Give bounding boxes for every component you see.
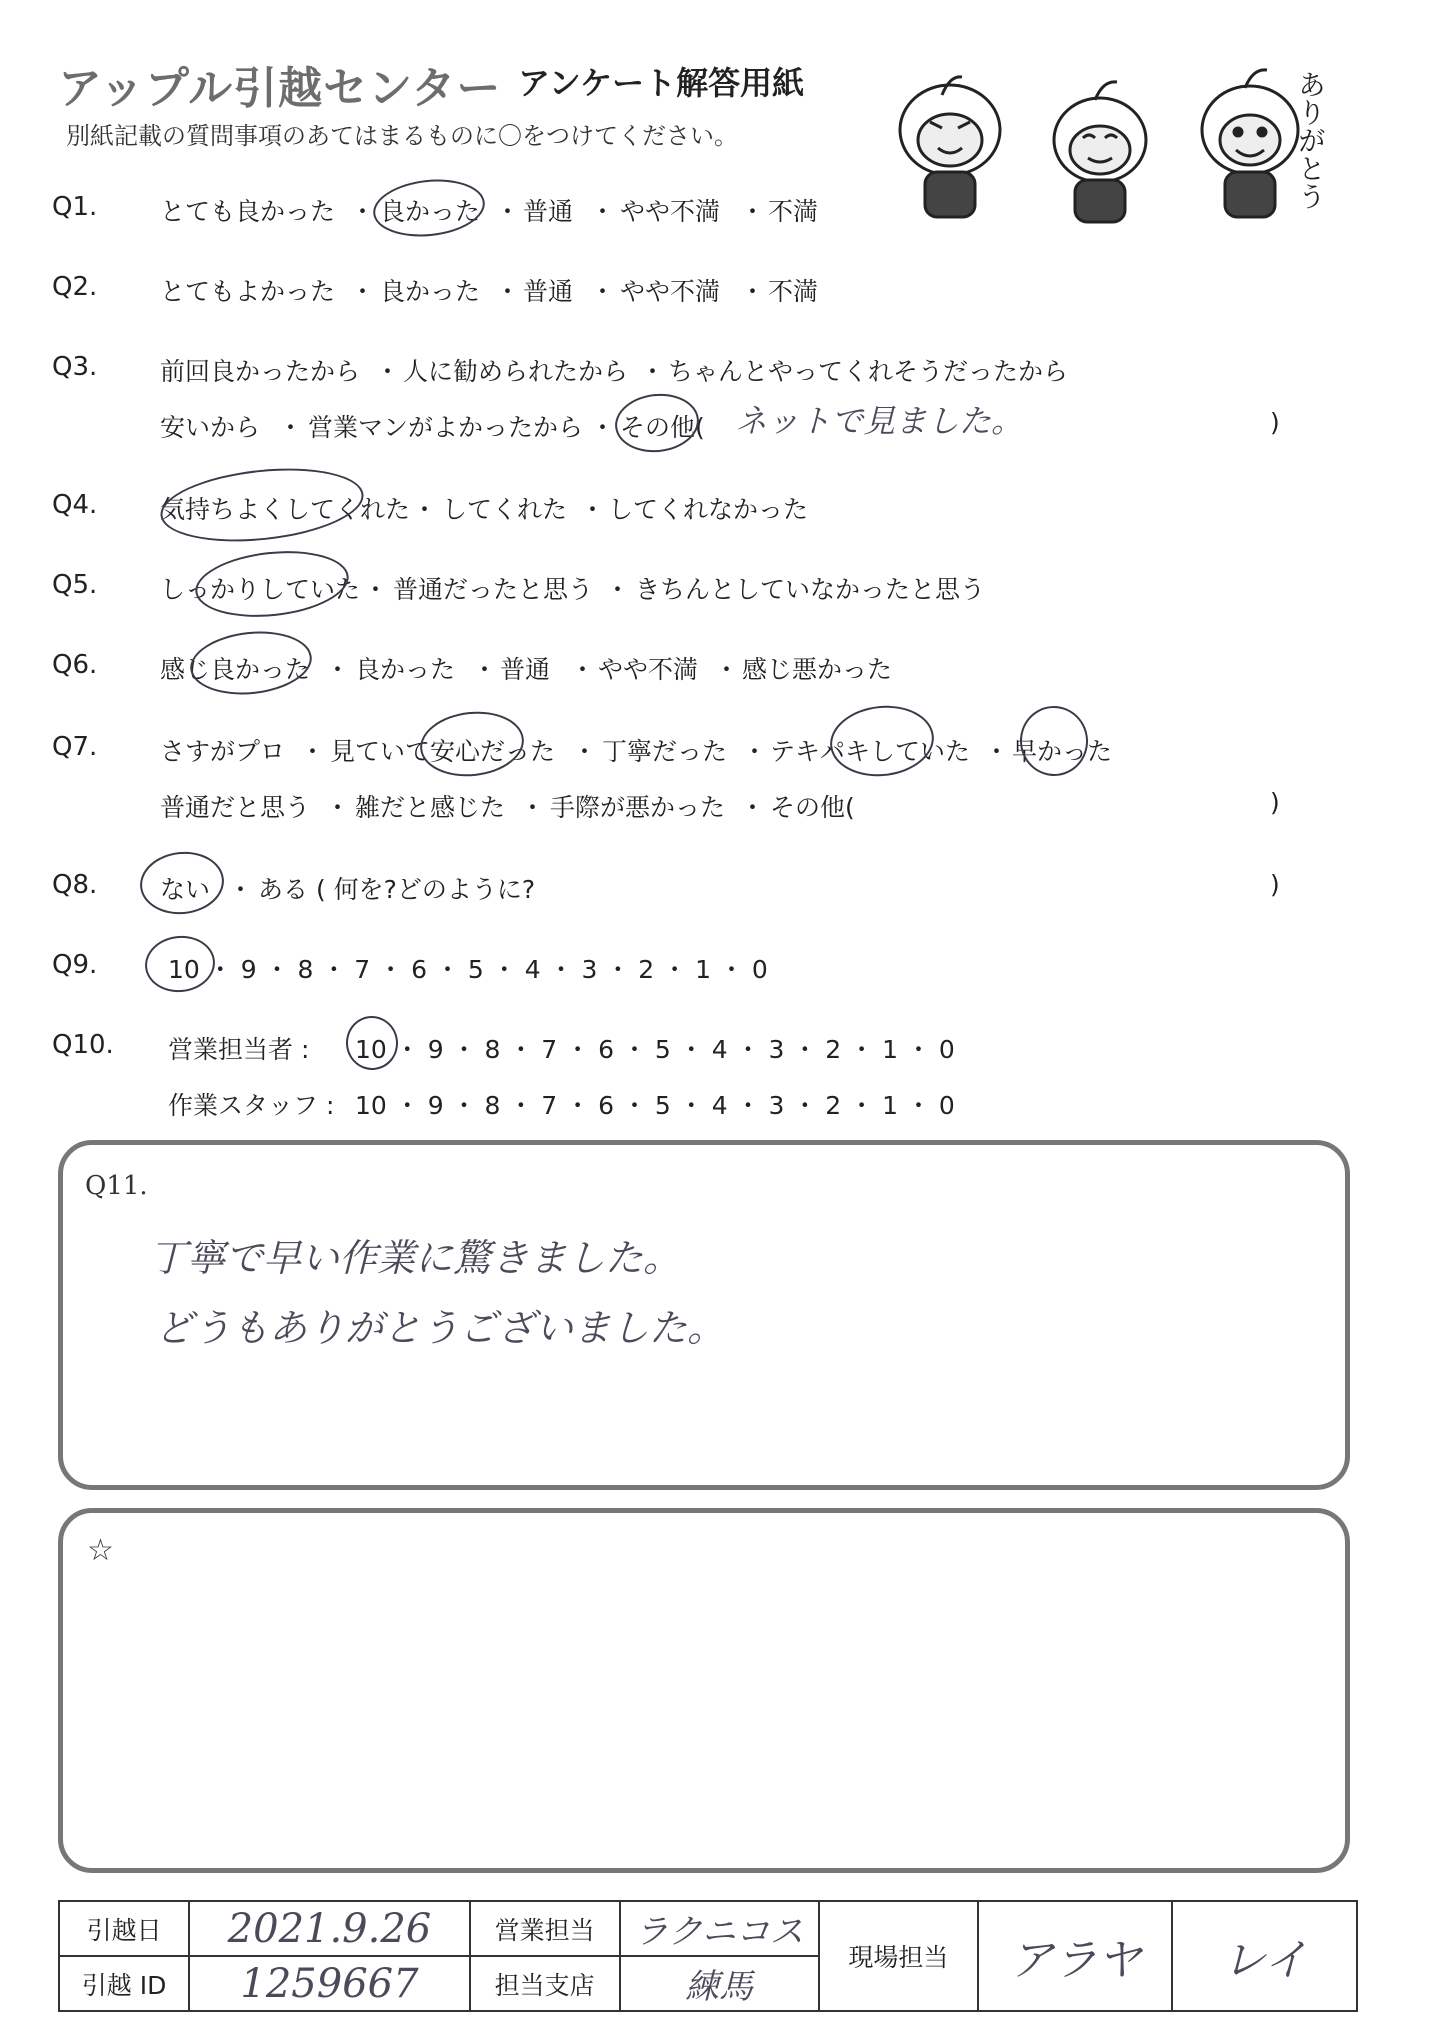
q8-number: Q8.: [52, 870, 98, 900]
q9-number: Q9.: [52, 950, 98, 980]
q7-option-selected[interactable]: テキパキしていた: [770, 737, 971, 766]
q2-option[interactable]: 普通: [523, 277, 574, 306]
sales-label: 営業担当: [470, 1901, 620, 1956]
q6-option[interactable]: 感じ悪かった: [742, 655, 893, 684]
q10-sales-label: 営業担当者 :: [168, 1035, 310, 1064]
form-title: アップル引越センター: [58, 63, 502, 114]
q2-option[interactable]: とてもよかった: [160, 277, 336, 306]
selection-circle: [612, 390, 702, 456]
selection-circle: [417, 707, 527, 782]
q7-number: Q7.: [52, 732, 98, 762]
dot: ・: [278, 413, 304, 442]
q3-option[interactable]: 人に勧められたから: [403, 357, 629, 386]
selection-circle: [827, 701, 938, 781]
q7-option[interactable]: 雑だと感じた: [355, 793, 506, 822]
q11-comment-box[interactable]: [58, 1140, 1350, 1490]
q11-label: Q11.: [85, 1171, 148, 1201]
q3-option[interactable]: ちゃんとやってくれそうだったから: [668, 357, 1069, 386]
dot: ・: [590, 413, 616, 442]
q7-option-selected[interactable]: 見ていて安心だった: [330, 737, 556, 766]
q3-option[interactable]: 営業マンがよかったから: [308, 413, 584, 442]
star-label: ☆: [87, 1533, 114, 1568]
q1-option[interactable]: 普通: [523, 197, 574, 226]
free-comment-box[interactable]: [58, 1508, 1350, 1873]
q6-number: Q6.: [52, 650, 98, 680]
selection-circle: [157, 460, 367, 551]
branch-name-value[interactable]: 練馬: [620, 1956, 819, 2011]
q10-staff-label: 作業スタッフ :: [168, 1091, 335, 1120]
q1-option[interactable]: とても良かった: [160, 197, 336, 226]
close-paren: ): [1270, 870, 1280, 899]
q6-option[interactable]: 良かった: [355, 655, 456, 684]
q8-option-selected[interactable]: ない: [160, 875, 211, 904]
move-date-label: 引越日: [59, 1901, 189, 1956]
dot: ・: [228, 875, 254, 904]
dot: ・: [590, 277, 616, 306]
dot: ・: [605, 575, 631, 604]
q5-option[interactable]: 普通だったと思う: [393, 575, 594, 604]
q3-option[interactable]: 安いから: [160, 413, 261, 442]
dot: ・: [472, 655, 498, 684]
q9-scale[interactable]: 10 ・ 9 ・ 8 ・ 7 ・ 6 ・ 5 ・ 4 ・ 3 ・ 2 ・ 1 ・ 0: [168, 955, 768, 984]
dot: ・: [742, 737, 768, 766]
q5-option-selected[interactable]: しっかりしていた: [160, 575, 361, 604]
close-paren: ): [1270, 788, 1280, 817]
dot: ・: [590, 197, 616, 226]
q3-other-answer[interactable]: ネットで見ました。: [735, 402, 1024, 440]
monkey-mascots-illustration: [880, 60, 1350, 230]
form-subtitle: アンケート解答用紙: [518, 64, 805, 102]
q2-option[interactable]: 良かった: [380, 277, 481, 306]
q10-number: Q10.: [52, 1030, 114, 1060]
selection-circle: [137, 848, 227, 918]
q4-option[interactable]: してくれた: [442, 495, 568, 524]
q11-comment-line1: 丁寧で早い作業に驚きました。: [149, 1236, 682, 1280]
q10-staff-scale[interactable]: 10 ・ 9 ・ 8 ・ 7 ・ 6 ・ 5 ・ 4 ・ 3 ・ 2 ・ 1 ・ 0: [355, 1091, 955, 1120]
q1-number: Q1.: [52, 192, 98, 222]
q2-option[interactable]: 不満: [768, 277, 819, 306]
q11-comment-line2: どうもありがとうございました。: [155, 1306, 726, 1350]
dot: ・: [350, 197, 376, 226]
site-label: 現場担当: [819, 1901, 979, 2011]
q7-option[interactable]: 普通だと思う: [160, 793, 311, 822]
branch-label: 担当支店: [470, 1956, 620, 2011]
q6-option[interactable]: 普通: [500, 655, 551, 684]
dot: ・: [350, 277, 376, 306]
q7-option[interactable]: 手際が悪かった: [550, 793, 726, 822]
q8-option[interactable]: ある ( 何を?どのように?: [258, 875, 536, 904]
form-instruction: 別紙記載の質問事項のあてはまるものに〇をつけてください。: [66, 122, 738, 150]
move-id-label: 引越 ID: [59, 1956, 189, 2011]
dot: ・: [580, 495, 606, 524]
dot: ・: [495, 277, 521, 306]
dot: ・: [325, 793, 351, 822]
q1-option[interactable]: やや不満: [620, 197, 721, 226]
thanks-text: ありがとう: [1294, 70, 1327, 210]
dot: ・: [495, 197, 521, 226]
site-name1-value[interactable]: アラヤ: [978, 1901, 1172, 2011]
q5-number: Q5.: [52, 570, 98, 600]
selection-circle: [370, 174, 487, 241]
dot: ・: [714, 655, 740, 684]
q4-number: Q4.: [52, 490, 98, 520]
q10-sales-scale[interactable]: 10 ・ 9 ・ 8 ・ 7 ・ 6 ・ 5 ・ 4 ・ 3 ・ 2 ・ 1 ・ 0: [355, 1035, 955, 1064]
q6-option-selected[interactable]: 感じ良かった: [160, 655, 311, 684]
q2-number: Q2.: [52, 272, 98, 302]
dot: ・: [325, 655, 351, 684]
selection-circle: [187, 626, 315, 700]
q7-option[interactable]: さすがプロ: [160, 737, 286, 766]
dot: ・: [984, 737, 1010, 766]
q7-option[interactable]: その他(: [770, 793, 855, 822]
selection-circle: [192, 544, 352, 624]
dot: ・: [412, 495, 438, 524]
move-id-value[interactable]: 1259667: [189, 1956, 470, 2011]
q3-option[interactable]: 前回良かったから: [160, 357, 361, 386]
q5-option[interactable]: きちんとしていなかったと思う: [635, 575, 986, 604]
footer-info-table: [58, 1900, 1358, 2012]
dot: ・: [640, 357, 666, 386]
q6-option[interactable]: やや不満: [598, 655, 699, 684]
dot: ・: [570, 655, 596, 684]
q7-option-selected[interactable]: 早かった: [1012, 737, 1113, 766]
q1-option[interactable]: 不満: [768, 197, 819, 226]
q4-option-selected[interactable]: 気持ちよくしてくれた: [160, 495, 411, 524]
selection-circle: [142, 932, 217, 995]
sales-name-value[interactable]: ラクニコス: [620, 1901, 819, 1956]
dot: ・: [740, 277, 766, 306]
q3-number: Q3.: [52, 352, 98, 382]
close-paren: ): [1270, 408, 1280, 437]
q3-option-selected[interactable]: その他(: [620, 413, 705, 442]
move-date-value[interactable]: 2021.9.26: [189, 1901, 470, 1956]
dot: ・: [740, 197, 766, 226]
site-name2-value[interactable]: レイ: [1172, 1901, 1357, 2011]
dot: ・: [740, 793, 766, 822]
dot: ・: [572, 737, 598, 766]
q1-option-selected[interactable]: 良かった: [380, 197, 481, 226]
q7-option[interactable]: 丁寧だった: [602, 737, 728, 766]
dot: ・: [375, 357, 401, 386]
q4-option[interactable]: してくれなかった: [608, 495, 809, 524]
dot: ・: [363, 575, 389, 604]
q2-option[interactable]: やや不満: [620, 277, 721, 306]
dot: ・: [300, 737, 326, 766]
dot: ・: [520, 793, 546, 822]
